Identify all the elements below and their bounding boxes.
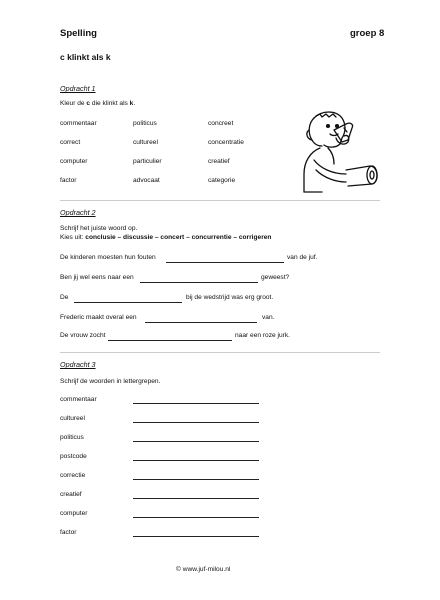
exercise-2-heading: Opdracht 2 — [60, 208, 96, 217]
sentence-after: geweest? — [261, 274, 290, 281]
word-item[interactable]: advocaat — [133, 177, 160, 184]
answer-line[interactable] — [166, 262, 284, 263]
sentence-before: Frederic maakt overal een — [60, 314, 137, 321]
sentence-before: De kinderen moesten hun fouten — [60, 254, 156, 261]
word-item[interactable]: cultureel — [133, 139, 158, 146]
answer-line[interactable] — [133, 460, 259, 461]
syllable-word: cultureel — [60, 415, 85, 422]
topic-title: c klinkt als k — [60, 52, 111, 62]
syllable-word: postcode — [60, 453, 87, 460]
answer-line[interactable] — [133, 422, 259, 423]
answer-line[interactable] — [133, 403, 259, 404]
word-item[interactable]: politicus — [133, 120, 157, 127]
syllable-word: creatief — [60, 491, 82, 498]
exercise-1-instruction: Kleur de c die klinkt als k. — [60, 100, 136, 107]
answer-line[interactable] — [145, 322, 257, 323]
answer-line[interactable] — [108, 340, 232, 341]
sentence-before: De vrouw zocht — [60, 332, 106, 339]
answer-line[interactable] — [133, 479, 259, 480]
exercise-1-heading: Opdracht 1 — [60, 84, 96, 93]
answer-line[interactable] — [140, 282, 258, 283]
word-item[interactable]: categorie — [208, 177, 236, 184]
footer-copyright: © www.juf-milou.nl — [176, 566, 231, 573]
word-item[interactable]: particulier — [133, 158, 162, 165]
word-item[interactable]: concentratie — [208, 139, 244, 146]
sentence-after: van de juf. — [287, 254, 318, 261]
word-item[interactable]: commentaar — [60, 120, 97, 127]
exercise-3-instruction: Schrijf de woorden in lettergrepen. — [60, 378, 161, 385]
exercise-3-heading: Opdracht 3 — [60, 360, 96, 369]
section-divider — [60, 200, 380, 201]
word-item[interactable]: concreet — [208, 120, 234, 127]
syllable-word: computer — [60, 510, 88, 517]
word-item[interactable]: creatief — [208, 158, 230, 165]
syllable-word: commentaar — [60, 396, 97, 403]
word-item[interactable]: computer — [60, 158, 88, 165]
sentence-after: van. — [262, 314, 275, 321]
answer-line[interactable] — [133, 441, 259, 442]
section-divider — [60, 352, 380, 353]
sentence-before: De — [60, 294, 69, 301]
syllable-word: factor — [60, 529, 77, 536]
exercise-2-choices: Kies uit: conclusie – discussie – concert – concurrentie – corrigeren — [60, 234, 272, 241]
answer-line[interactable] — [133, 498, 259, 499]
person-with-phone-illustration — [292, 108, 384, 200]
exercise-2-instruction: Schrijf het juiste woord op. — [60, 225, 138, 232]
grade-label: groep 8 — [350, 28, 385, 39]
word-item[interactable]: factor — [60, 177, 77, 184]
subject-title: Spelling — [60, 28, 97, 39]
answer-line[interactable] — [133, 517, 259, 518]
syllable-word: politicus — [60, 434, 84, 441]
answer-line[interactable] — [74, 302, 182, 303]
answer-line[interactable] — [133, 536, 259, 537]
sentence-before: Ben jij wel eens naar een — [60, 274, 134, 281]
syllable-word: correctie — [60, 472, 86, 479]
sentence-after: bij de wedstrijd was erg groot. — [186, 294, 274, 301]
sentence-after: naar een roze jurk. — [235, 332, 290, 339]
word-item[interactable]: correct — [60, 139, 81, 146]
